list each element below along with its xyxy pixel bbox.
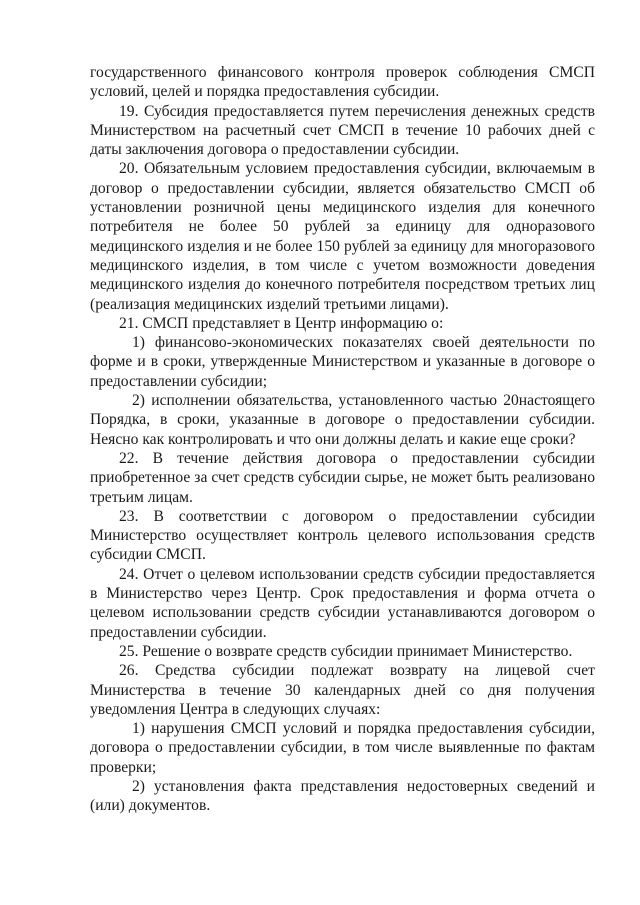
paragraph-continuation: государственного финансового контроля проверок соблюдения СМСП условий, целей и порядка предоставления субсидии. — [90, 64, 595, 101]
paragraph-26-item-2: 2) установления факта представления недостоверных сведений и (или) документов. — [90, 777, 595, 815]
paragraph-25: 25. Решение о возврате средств субсидии принимает Министерство. — [119, 642, 573, 660]
paragraph-20: 20. Обязательным условием предоставления субсидии, включаемым в договор о предоставлении субсидии, является обязательство СМСП об установлении розничной цены медицинского изделия для конечного потребителя не более 50 рублей за единицу для одноразового медицинского изделия и не более 150 рублей за единицу для многоразового медицинского изделия, в том числе с учетом возможности доведения медицинского изделия до конечного потребителя посредством третьих лиц (реализация медицинских изделий третьими лицами). — [90, 160, 595, 313]
paragraph-26: 26. Средства субсидии подлежат возврату на лицевой счет Министерства в течение 30 календарных дней со дня получения уведомления Центра в следующих случаях: — [90, 662, 595, 718]
paragraph-23: 23. В соответствии с договором о предоставлении субсидии Министерство осуществляет контроль целевого использования средств субсидии СМСП. — [90, 507, 595, 564]
document-body — [90, 63, 595, 816]
paragraph-19: 19. Субсидия предоставляется путем перечисления денежных средств Министерством на расчетный счет СМСП в течение 10 рабочих дней с даты заключения договора о предоставлении субсидии. — [90, 102, 595, 159]
paragraph-21-item-2: 2) исполнении обязательства, установленного частью 20настоящего Порядка, в сроки, указанные в договоре о предоставлении субсидии. Неясно как контролировать и что они должны делать и какие еще сроки? — [90, 392, 595, 448]
paragraph-24: 24. Отчет о целевом использовании средств субсидии предоставляется в Министерство через Центр. Срок предоставления и форма отчета о целевом использовании средств субсидии устанавливаются договором о предоставлении субсидии. — [90, 565, 595, 641]
paragraph-21-item-1: 1) финансово-экономических показателях своей деятельности по форме и в сроки, утвержденные Министерством и указанные в договоре о предоставлении субсидии; — [90, 334, 595, 390]
paragraph-22: 22. В течение действия договора о предоставлении субсидии приобретенное за счет средств субсидии сырье, не может быть реализовано третьим лицам. — [90, 449, 595, 506]
paragraph-26-item-1: 1) нарушения СМСП условий и порядка предоставления субсидии, договора о предоставлении субсидии, в том числе выявленные по фактам проверки; — [90, 720, 595, 776]
paragraph-21: 21. СМСП представляет в Центр информацию о: — [119, 314, 444, 332]
